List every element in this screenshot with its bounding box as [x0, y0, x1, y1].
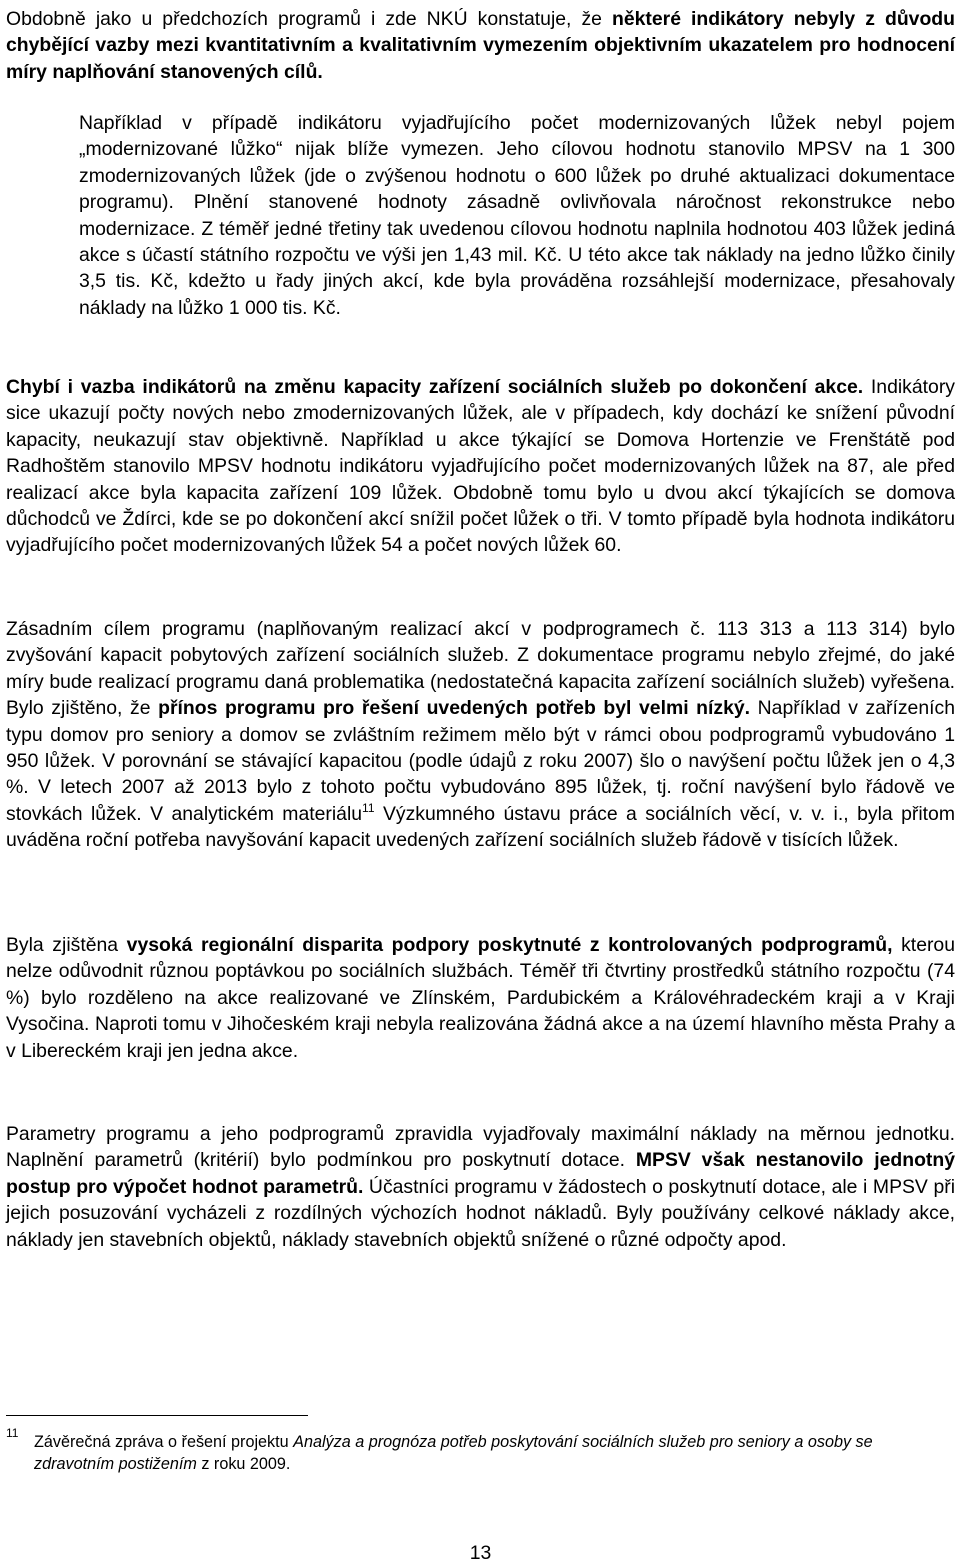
italic-text-run: Analýza a prognóza potřeb poskytování sociálních služeb pro seniory a osoby se zdravotním postižením	[34, 1433, 873, 1473]
footnote-separator	[6, 1415, 308, 1416]
bold-text-run: vysoká regionální disparita podpory poskytnuté z kontrolovaných podprogramů,	[126, 934, 893, 956]
paragraph-capacity-link	[6, 374, 955, 559]
bold-text-run: přínos programu pro řešení uvedených potřeb byl velmi nízký.	[158, 697, 751, 720]
footnote-reference: 11	[362, 800, 375, 815]
paragraph-regional-disparity	[6, 932, 955, 1064]
bold-text-run: Chybí i vazba indikátorů na změnu kapacity zařízení sociálních služeb po dokončení akce.	[6, 376, 864, 398]
text-run: Výzkumného ústavu práce a sociálních věcí, v. v. i., byla přitom uváděna roční potřeba navyšování kapacit uvedených zařízení sociálních služeb řádově v tisících lůžek.	[6, 802, 955, 852]
bold-text-run: MPSV však nestanovilo jednotný postup pro výpočet hodnot parametrů.	[6, 1149, 955, 1198]
text-run: Například v případě indikátoru vyjadřujícího počet modernizovaných lůžek nebyl pojem „modernizované lůžko“ nijak blíže vymezen. Jeho cílovou hodnotu stanovilo MPSV na 1 300 zmodernizovaných lůžek (jde o zvýšenou hodnotu o 600 lůžek po druhé aktualizaci dokumentace programu). Plnění stanovené hodnoty zásadně ovlivňovala náročnost rekonstrukce nebo modernizace. Z téměř jedné třetiny tak uvedenou cílovou hodnotu naplnila hodnotou 403 lůžek jediná akce s účastí státního rozpočtu ve výši jen 1,43 mil. Kč. U této akce tak náklady na jedno lůžko činily 3,5 tis. Kč, kdežto u řady jiných akcí, kde byla prováděna rozsáhlejší modernizace, přesahovaly náklady na lůžko 1 000 tis. Kč.	[79, 112, 955, 319]
page-number: 13	[469, 1542, 492, 1564]
text-run: Parametry programu a jeho podprogramů zpravidla vyjadřovaly maximální náklady na měrnou jednotku. Naplnění parametrů (kritérií) bylo podmínkou pro poskytnutí dotace.	[6, 1123, 955, 1172]
text-run: Indikátory sice ukazují počty nových nebo zmodernizovaných lůžek, ale v případech, kdy dochází ke snížení původní kapacity, neukazují stav objektivně. Například u akce týkající se Domova Hortenzie ve Frenštátě pod Radhoštěm stanovilo MPSV hodnotu indikátoru vyjadřujícího počet modernizovaných lůžek na 87, ale před realizací akce byla kapacita zařízení 109 lůžek. Obdobně tomu bylo u dvou akcí týkajících se domova důchodců ve Ždírci, kde se po dokončení akcí snížil počet lůžek o tři. V tomto případě byla hodnota indikátoru vyjadřujícího počet modernizovaných lůžek 54 a počet nových lůžek 60.	[6, 376, 955, 557]
text-run: z roku 2009.	[196, 1455, 291, 1473]
text-run: Například v zařízeních typu domov pro seniory a domov se zvláštním režimem mělo být v rámci obou podprogramů vybudováno 1 950 lůžek. V porovnání se stávající kapacitou (podle údajů z roku 2007) šlo o navýšení počtu lůžek jen o 4,3 %. V letech 2007 až 2013 bylo z tohoto počtu vybudováno 895 lůžek, tj. roční navýšení bylo řádově ve stovkách lůžek. V analytickém materiálu	[6, 697, 955, 825]
paragraph-indicators	[6, 6, 955, 85]
text-run: Zásadním cílem programu (naplňovaným realizací akcí v podprogramech č. 113 313 a 113 314) bylo zvyšování kapacit pobytových zařízení sociálních služeb. Z dokumentace programu nebylo zřejmé, do jaké míry bude realizací programu daná problematika (nedostatečná kapacita zařízení sociálních služeb) vyřešena. Bylo zjištěno, že	[6, 618, 955, 720]
paragraph-example-beds	[79, 110, 955, 321]
text-run: kterou nelze odůvodnit různou poptávkou po sociálních službách. Téměř tři čtvrtiny prostředků státního rozpočtu (74 %) bylo rozděleno na akce realizované ve Zlínském, Pardubickém a Královéhradeckém kraji a v Kraji Vysočina. Naproti tomu v Jihočeském kraji nebyla realizována žádná akce a na území hlavního města Prahy a v Libereckém kraji jen jedna akce.	[6, 934, 955, 1062]
paragraph-program-goal	[6, 616, 955, 854]
text-run: Závěrečná zpráva o řešení projektu	[34, 1433, 294, 1451]
text-run: Účastníci programu v žádostech o poskytnutí dotace, ale i MPSV při jejich posuzování vycházeli z rozdílných výchozích hodnot nákladů. Byly používány celkové náklady akce, náklady jen stavebních objektů, náklady stavebních objektů snížené o různé odpočty apod.	[6, 1175, 955, 1251]
text-run: Obdobně jako u předchozích programů i zde NKÚ konstatuje, že	[6, 8, 613, 30]
footnote-text	[34, 1431, 955, 1475]
paragraph-parameters	[6, 1121, 955, 1253]
footnote-number: 11	[6, 1426, 19, 1440]
text-run: Byla zjištěna	[6, 934, 127, 956]
bold-text-run: některé indikátory nebyly z důvodu chybějící vazby mezi kvantitativním a kvalitativním vymezením objektivním ukazatelem pro hodnocení míry naplňování stanovených cílů.	[6, 8, 955, 83]
